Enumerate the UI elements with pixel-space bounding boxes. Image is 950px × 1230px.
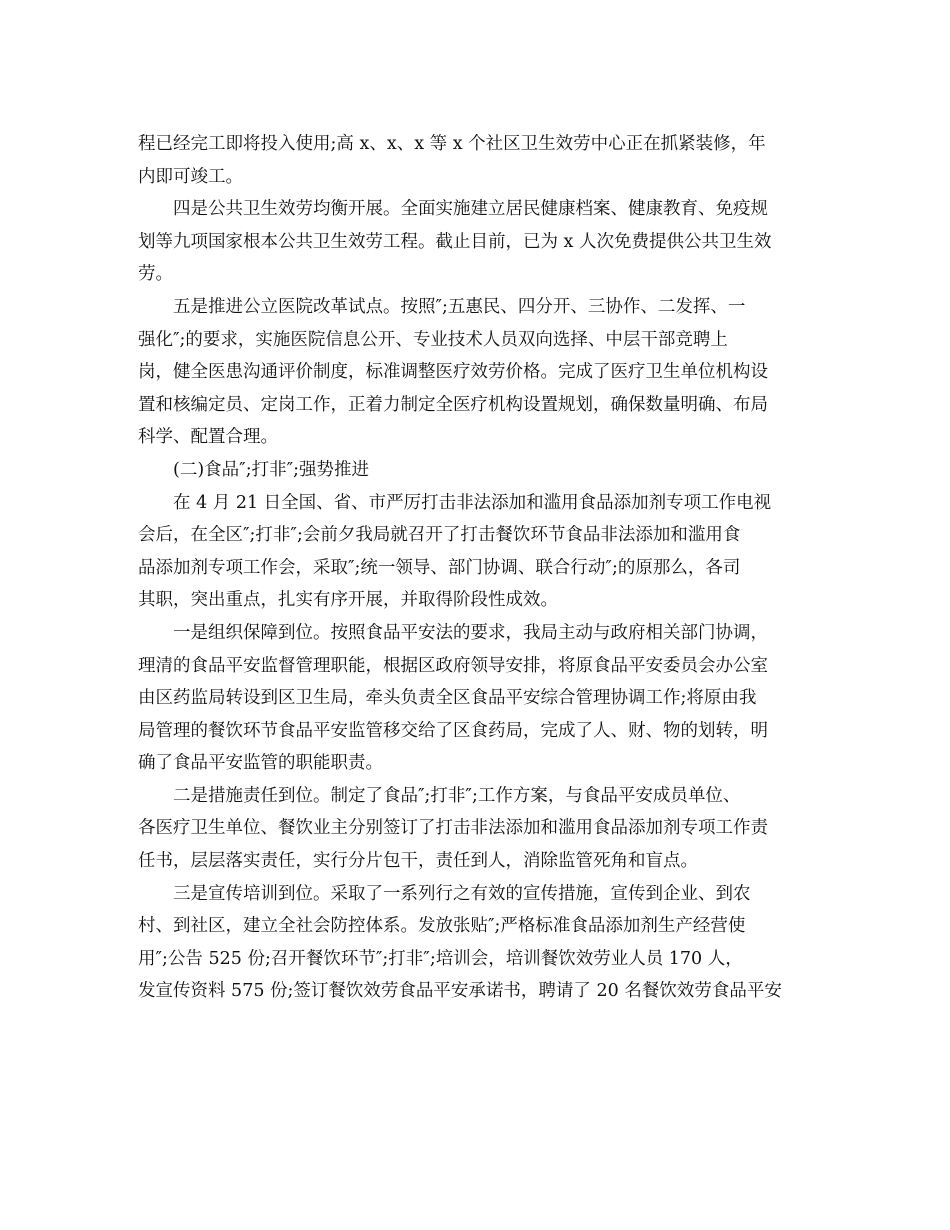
- document-body: [138, 128, 808, 1008]
- text-line: 内即可竣工。: [138, 166, 243, 187]
- text-line: 村、到社区，建立全社会防控体系。发放张贴″;严格标准食品添加剂生产经营使: [138, 916, 746, 937]
- text-line: 任书，层层落实责任，实行分片包干，责任到人，消除监管死角和盲点。: [138, 851, 698, 872]
- text-line: 会后，在全区″;打非″;会前夕我局就召开了打击餐饮环节食品非法添加和滥用食: [138, 525, 741, 546]
- text-line: 发宣传资料 575 份;签订餐饮效劳食品平安承诺书，聘请了 20 名餐饮效劳食品平安: [138, 981, 782, 1002]
- text-line: 其职，突出重点，扎实有序开展，并取得阶段性成效。: [138, 590, 558, 611]
- paragraph-start-line: 三是宣传培训到位。采取了一系列行之有效的宣传措施，宣传到企业、到农: [173, 883, 751, 904]
- text-line: 用″;公告 525 份;召开餐饮环节″;打非″;培训会，培训餐饮效劳业人员 170 人，: [138, 948, 743, 969]
- text-line: 理清的食品平安监督管理职能，根据区政府领导安排，将原食品平安委员会办公室: [138, 655, 768, 676]
- text-line: 由区药监局转设到区卫生局，牵头负责全区食品平安综合管理协调工作;将原由我: [138, 688, 757, 709]
- text-line: 置和核编定员、定岗工作，正着力制定全医疗机构设置规划，确保数量明确、布局: [138, 394, 768, 415]
- paragraph-start-line: 在 4 月 21 日全国、省、市严厉打击非法添加和滥用食品添加剂专项工作电视: [173, 492, 772, 513]
- text-line: 劳。: [138, 264, 173, 285]
- text-line: 科学、配置合理。: [138, 427, 278, 448]
- text-line: 程已经完工即将投入使用;高 x、x、x 等 x 个社区卫生效劳中心正在抓紧装修，年: [138, 134, 766, 154]
- text-line: 局管理的餐饮环节食品平安监管移交给了区食药局，完成了人、财、物的划转，明: [138, 720, 768, 741]
- text-line: 各医疗卫生单位、餐饮业主分别签订了打击非法添加和滥用食品添加剂专项工作责: [138, 818, 768, 839]
- text-line: 强化″;的要求，实施医院信息公开、专业技术人员双向选择、中层干部竞聘上: [138, 329, 728, 350]
- text-line: 岗，健全医患沟通评价制度，标准调整医疗效劳价格。完成了医疗卫生单位机构设: [138, 362, 768, 383]
- paragraph-start-line: 五是推进公立医院改革试点。按照″;五惠民、四分开、三协作、二发挥、一: [173, 296, 746, 317]
- paragraph-start-line: 四是公共卫生效劳均衡开展。全面实施建立居民健康档案、健康教育、免疫规: [173, 199, 768, 220]
- section-heading: (二)食品″;打非″;强势推进: [173, 459, 370, 480]
- text-line: 划等九项国家根本公共卫生效劳工程。截止目前，已为 x 人次免费提供公共卫生效: [138, 231, 772, 252]
- text-line: 品添加剂专项工作会，采取″;统一领导、部门协调、联合行动″;的原那么，各司: [138, 557, 741, 578]
- text-line: 确了食品平安监管的职能职责。: [138, 753, 383, 774]
- paragraph-start-line: 二是措施责任到位。制定了食品″;打非″;工作方案，与食品平安成员单位、: [173, 785, 741, 806]
- paragraph-start-line: 一是组织保障到位。按照食品平安法的要求，我局主动与政府相关部门协调，: [173, 622, 768, 643]
